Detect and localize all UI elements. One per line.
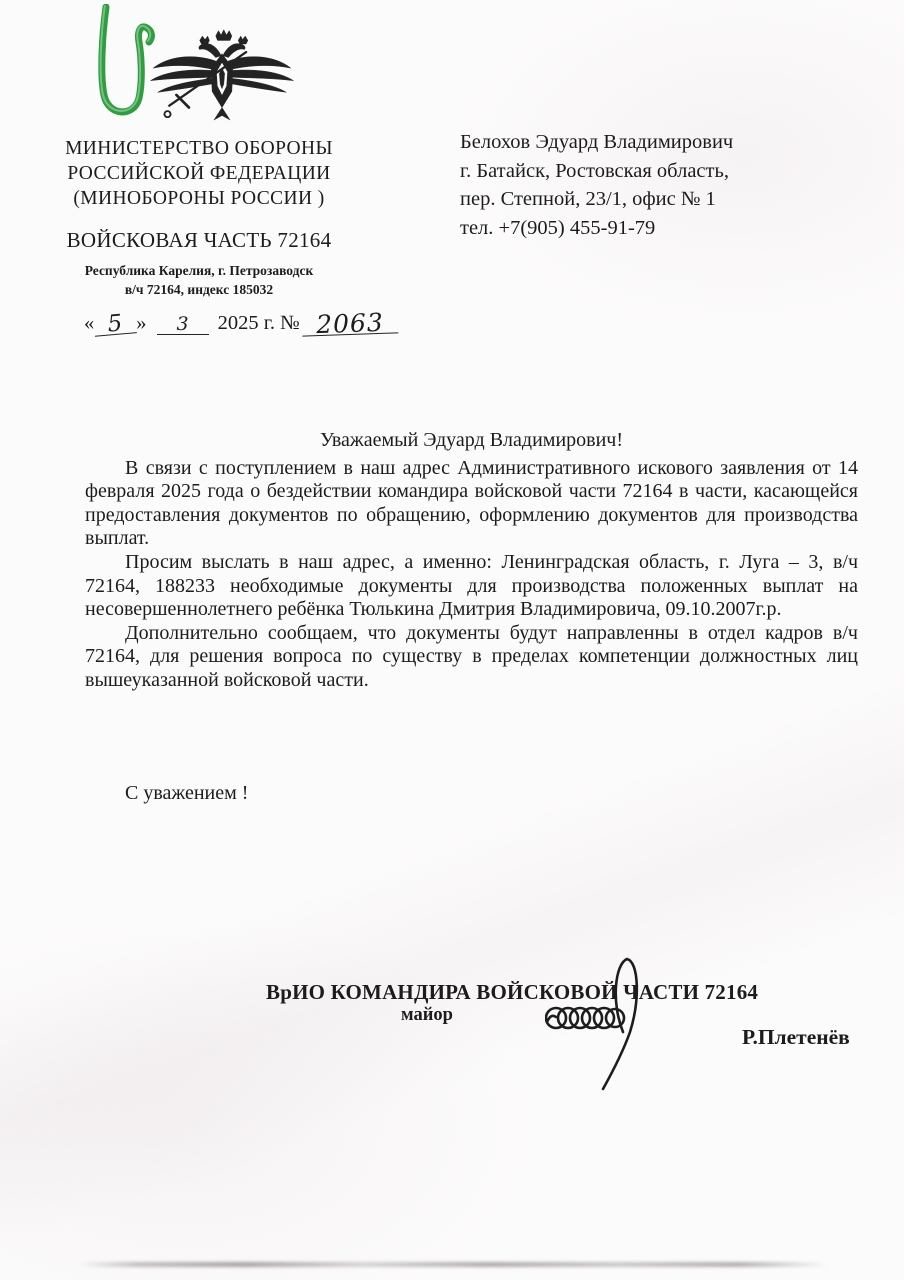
letterhead-block [58,136,340,299]
signer-name: Р.Плетенёв [742,1025,850,1049]
org-name-line3: (МИНОБОРОНЫ РОССИИ ) [73,188,325,209]
org-name-line1: МИНИСТЕРСТВО ОБОРОНЫ [65,138,333,159]
mod-eagle-emblem [146,24,298,132]
body-paragraph-1: В связи с поступлением в наш адрес Административного искового заявления от 14 февраля 2025 года о бездействии командира войсковой части 72164 в части, касающейся предоставления документов по обращению, оформлению документов для производства выплат. [85,456,858,550]
recipient-block [460,128,733,242]
unit-address-line1: Республика Карелия, г. Петрозаводск [84,263,314,278]
signer-title: ВрИО КОМАНДИРА ВОЙСКОВОЙ ЧАСТИ 72164 [266,980,759,1004]
open-quote: « [84,312,95,334]
unit-address-line2: в/ч 72164, индекс 185032 [124,282,274,297]
number-sign: № [280,312,300,334]
military-unit-name: ВОЙСКОВАЯ ЧАСТЬ 72164 [66,228,332,252]
close-quote: » [136,312,147,334]
handwritten-day: 5 [93,312,137,337]
year-label: 2025 г. [217,312,275,334]
handwritten-month: 3 [157,314,209,335]
scan-edge-smudge [78,1262,828,1267]
handwritten-outgoing-number: 2063 [301,312,398,336]
body-paragraph-2: Просим выслать в наш адрес, а именно: Ленинградская область, г. Луга – 3, в/ч 72164, 188233 необходимые документы для производства положенных выплат на несовершеннолетнего ребёнка Тюлькина Дмитрия Владимировича, 09.10.2007г.р. [85,550,858,621]
salutation: Уважаемый Эдуард Владимирович! [319,429,624,451]
recipient-phone: тел. +7(905) 455-91-79 [460,216,656,239]
org-name-line2: РОССИЙСКОЙ ФЕДЕРАЦИИ [67,163,331,184]
recipient-street: пер. Степной, 23/1, офис № 1 [460,188,716,210]
recipient-name: Белохов Эдуард Владимирович [460,131,734,153]
date-and-number-line [84,307,398,340]
letter-body [85,429,858,693]
body-paragraph-3: Дополнительно сообщаем, что документы будут направленны в отдел кадров в/ч 72164, для решения вопроса по существу в пределах компетенции должностных лиц вышеуказанной войсковой части. [85,621,858,691]
signer-rank: майор [401,1005,453,1025]
handwritten-signature [545,952,655,1097]
recipient-city: г. Батайск, Ростовская область, [460,159,729,182]
closing-phrase: С уважением ! [125,782,249,804]
